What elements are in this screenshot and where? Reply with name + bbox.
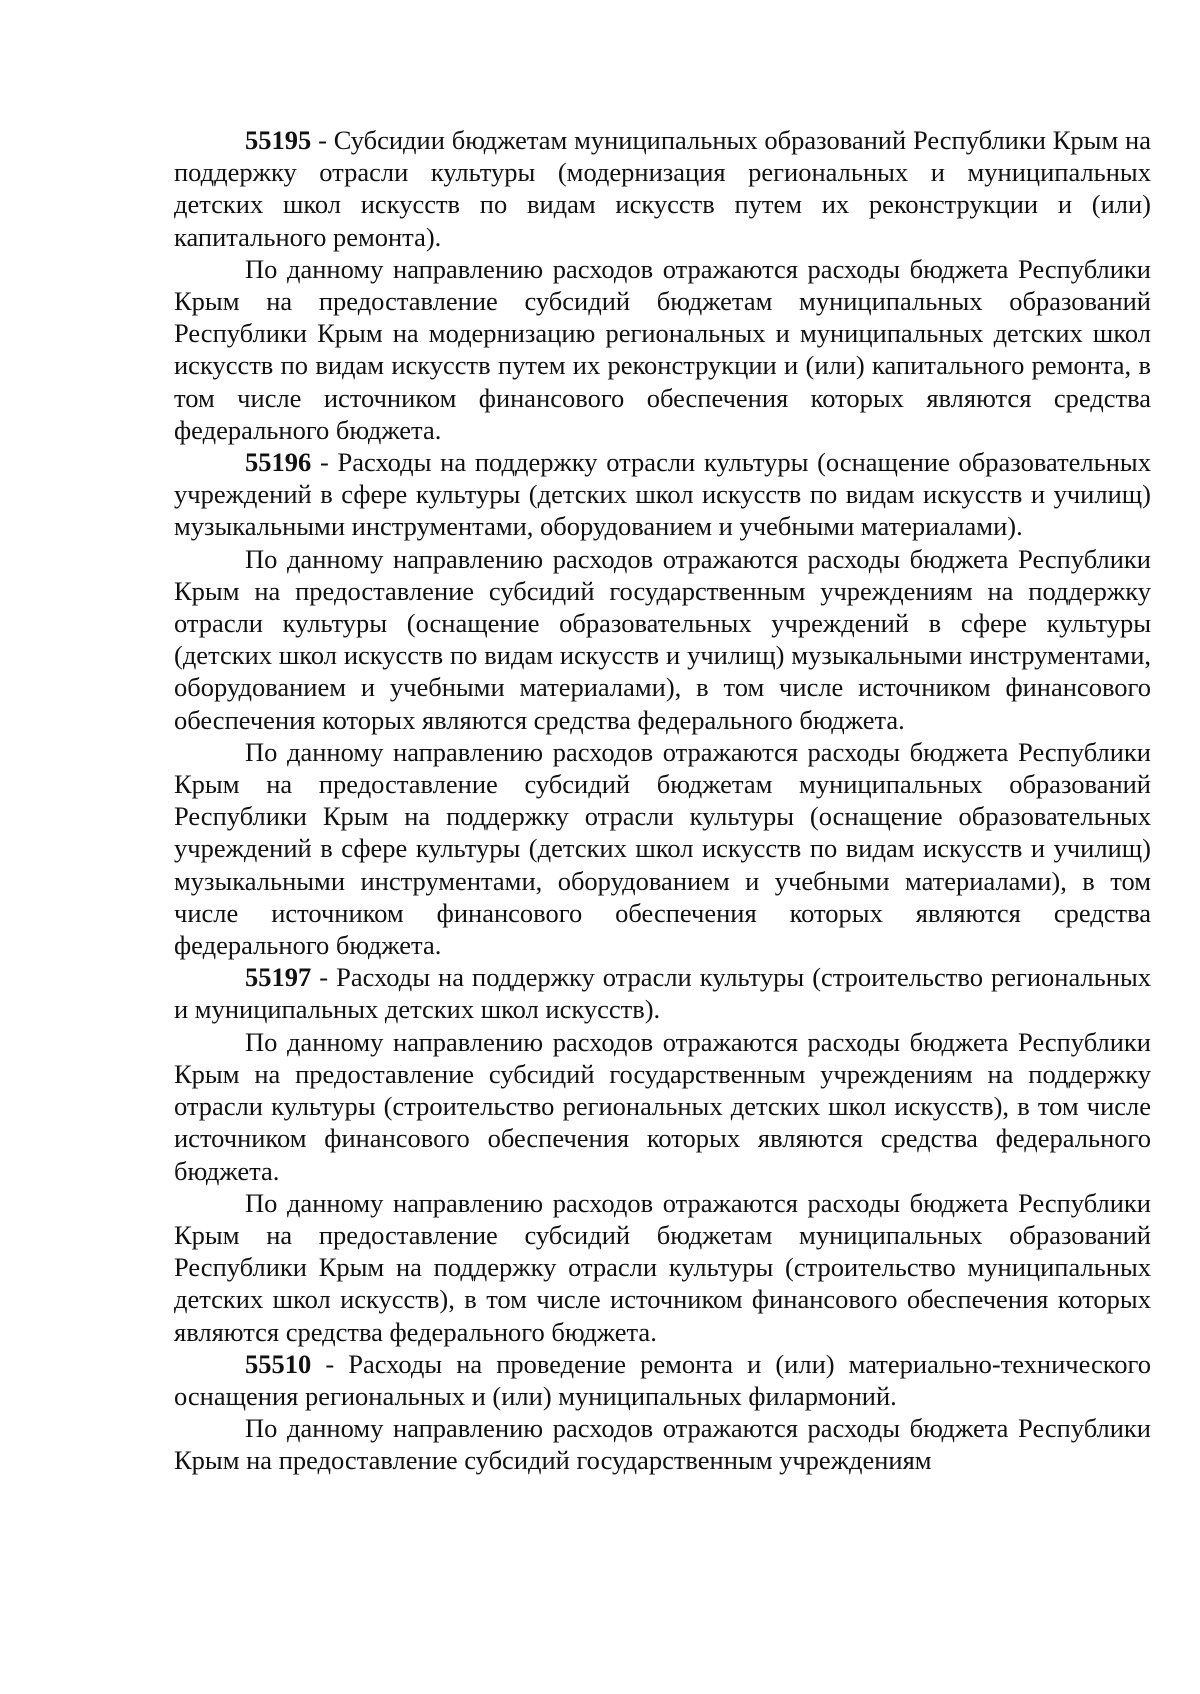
paragraph-text: - Субсидии бюджетам муниципальных образований Республики Крым на поддержку отрасли культуры (модернизация региональных и муниципальных детских школ искусств по видам искусств путем их реконструкции и (или) капитального ремонта). xyxy=(174,125,1151,252)
paragraph-code-55196 xyxy=(174,446,1151,543)
budget-code: 55195 xyxy=(245,125,312,155)
budget-code: 55196 xyxy=(245,447,312,478)
paragraph-description xyxy=(174,1187,1151,1348)
document-body xyxy=(174,124,1151,1477)
paragraph-text: По данному направлению расходов отражаются расходы бюджета Республики Крым на предоставление субсидий государственным учреждениям на поддержку отрасли культуры (строительство региональных детских школ искусств), в том числе источником финансового обеспечения которых являются средства федерального бюджета. xyxy=(174,1026,1151,1186)
paragraph-text: По данному направлению расходов отражаются расходы бюджета Республики Крым на предоставление субсидий бюджетам муниципальных образований Республики Крым на модернизацию региональных и муниципальных детских школ искусств по видам искусств путем их реконструкции и (или) капитального ремонта, в том числе источником финансового обеспечения которых являются средства федерального бюджета. xyxy=(174,253,1151,445)
paragraph-code-55195 xyxy=(174,124,1151,253)
paragraph-code-55510 xyxy=(174,1348,1151,1412)
paragraph-description xyxy=(174,1412,1151,1476)
paragraph-text: - Расходы на поддержку отрасли культуры (строительство региональных и муниципальных детских школ искусств). xyxy=(174,962,1151,1025)
paragraph-description xyxy=(174,543,1151,736)
paragraph-text: По данному направлению расходов отражаются расходы бюджета Республики Крым на предоставление субсидий бюджетам муниципальных образований Республики Крым на поддержку отрасли культуры (строительство муниципальных детских школ искусств), в том числе источником финансового обеспечения которых являются средства федерального бюджета. xyxy=(174,1187,1151,1347)
paragraph-text: - Расходы на проведение ремонта и (или) материально-технического оснащения региональных и (или) муниципальных филармоний. xyxy=(174,1348,1151,1411)
paragraph-description xyxy=(174,253,1151,446)
budget-code: 55197 xyxy=(245,962,312,993)
budget-code: 55510 xyxy=(245,1348,312,1379)
paragraph-code-55197 xyxy=(174,961,1151,1025)
paragraph-text: По данному направлению расходов отражаются расходы бюджета Республики Крым на предоставление субсидий государственным учреждениям xyxy=(174,1413,1151,1476)
paragraph-text: По данному направлению расходов отражаются расходы бюджета Республики Крым на предоставление субсидий бюджетам муниципальных образований Республики Крым на поддержку отрасли культуры (оснащение образовательных учреждений в сфере культуры (детских школ искусств по видам искусств и училищ) музыкальными инструментами, оборудованием и учебными материалами), в том числе источником финансового обеспечения которых являются средства федерального бюджета. xyxy=(174,736,1151,961)
paragraph-text: - Расходы на поддержку отрасли культуры (оснащение образовательных учреждений в сфере культуры (детских школ искусств по видам искусств и училищ) музыкальными инструментами, оборудованием и учебными материалами). xyxy=(174,447,1151,542)
paragraph-description xyxy=(174,736,1151,961)
paragraph-description xyxy=(174,1026,1151,1187)
paragraph-text: По данному направлению расходов отражаются расходы бюджета Республики Крым на предоставление субсидий государственным учреждениям на поддержку отрасли культуры (оснащение образовательных учреждений в сфере культуры (детских школ искусств по видам искусств и училищ) музыкальными инструментами, оборудованием и учебными материалами), в том числе источником финансового обеспечения которых являются средства федерального бюджета. xyxy=(174,543,1151,735)
